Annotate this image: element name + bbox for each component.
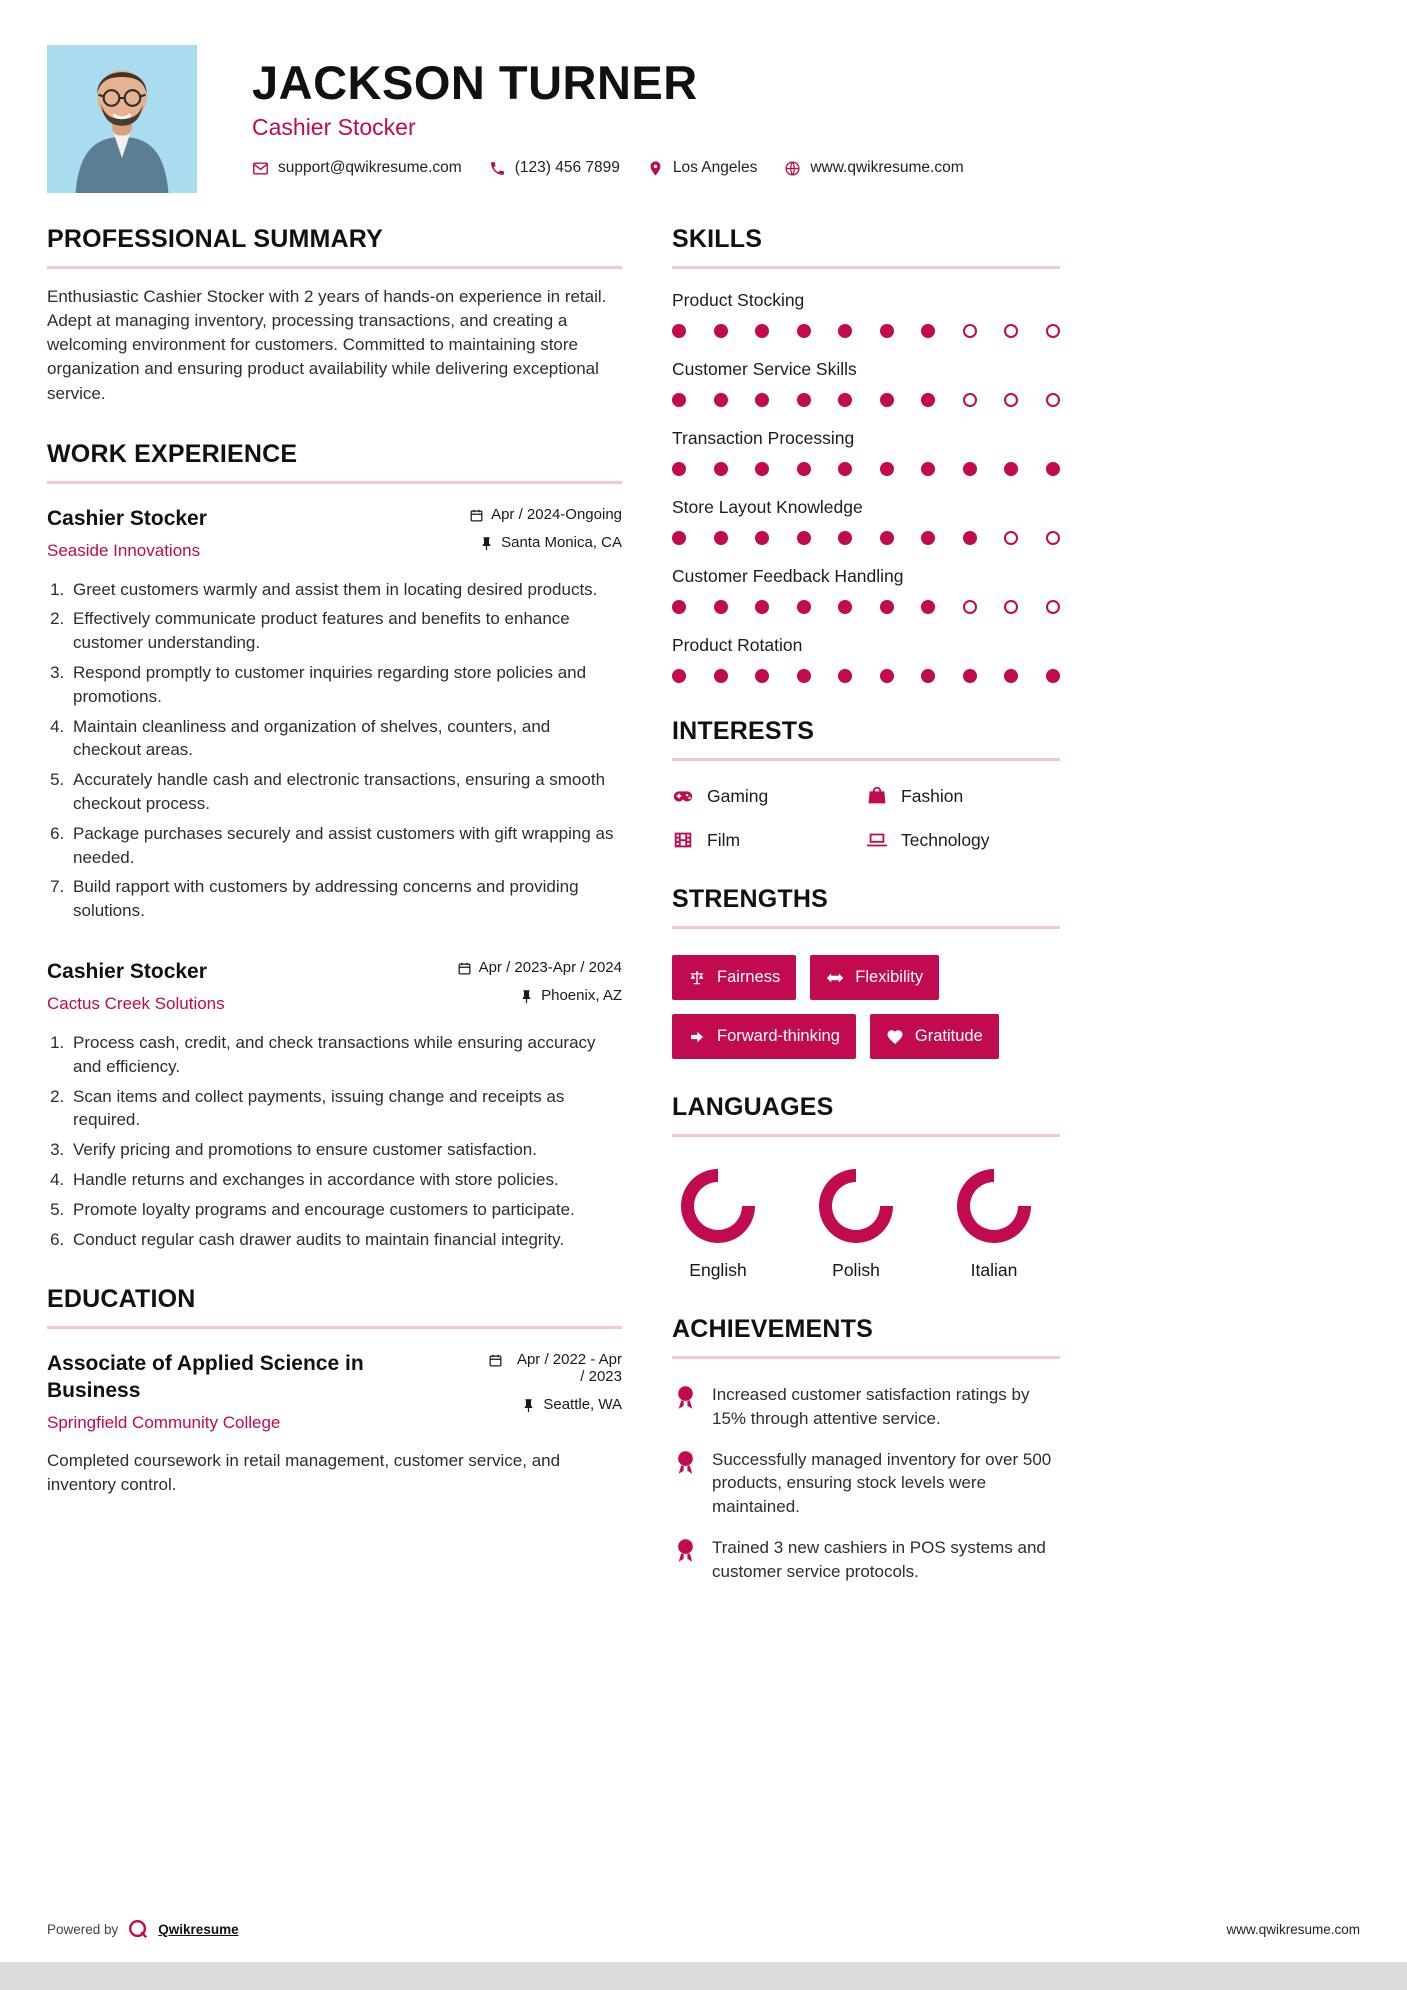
- skill-dot-filled: [1046, 462, 1060, 476]
- achievement-item: [672, 1383, 1060, 1431]
- skill-dot-filled: [755, 600, 769, 614]
- language-level-donut: [957, 1169, 1031, 1243]
- skill-dot-filled: [755, 393, 769, 407]
- pushpin-icon: [521, 1398, 536, 1413]
- achievement-text: Trained 3 new cashiers in POS systems and customer service protocols.: [712, 1537, 1046, 1581]
- education-dates: [488, 1351, 622, 1385]
- skill-dot-filled: [797, 324, 811, 338]
- skill-item: [672, 566, 1060, 614]
- languages-heading: LANGUAGES: [672, 1093, 1060, 1137]
- skill-dot-filled: [755, 324, 769, 338]
- skill-dot-filled: [880, 531, 894, 545]
- skill-dot-filled: [838, 393, 852, 407]
- skill-dot-filled: [838, 669, 852, 683]
- skill-item: [672, 428, 1060, 476]
- skill-dot-filled: [880, 324, 894, 338]
- skills-heading: SKILLS: [672, 225, 1060, 269]
- interest-item: [672, 829, 866, 851]
- job-bullet: 5. Accurately handle cash and electronic transactions, ensuring a smooth checkout process.: [69, 768, 622, 816]
- scales-icon: [688, 969, 706, 987]
- job-title: Cashier Stocker: [47, 506, 207, 530]
- education-school: Springfield Community College: [47, 1412, 281, 1432]
- job-dates-text: Apr / 2024-Ongoing: [491, 505, 622, 523]
- skill-name: Product Stocking: [672, 290, 805, 310]
- skill-dot-empty: [1004, 600, 1018, 614]
- contact-email[interactable]: [252, 159, 462, 177]
- skill-dot-filled: [1046, 669, 1060, 683]
- job-bullet: 7. Build rapport with customers by addressing concerns and providing solutions.: [69, 875, 622, 923]
- skill-rating-dots: [672, 531, 1060, 545]
- education-heading: EDUCATION: [47, 1285, 622, 1329]
- footer: [47, 1918, 1360, 1940]
- skill-dot-filled: [838, 324, 852, 338]
- strength-label: Gratitude: [914, 1027, 983, 1045]
- summary-section: [47, 225, 622, 406]
- job-bullet: 6. Package purchases securely and assist customers with gift wrapping as needed.: [69, 822, 622, 870]
- strength-label: Flexibility: [855, 968, 924, 986]
- right-arrow-icon: [688, 1028, 706, 1046]
- contact-phone: [489, 159, 620, 177]
- job-bullet: 4. Maintain cleanliness and organization of shelves, counters, and checkout areas.: [69, 715, 622, 763]
- medal-icon: [672, 1449, 699, 1476]
- footer-branding: [47, 1918, 239, 1940]
- strength-badge: [870, 1014, 999, 1059]
- education-dates-text: Apr / 2022 - Apr / 2023: [516, 1351, 622, 1386]
- skill-name: Product Rotation: [672, 635, 803, 655]
- work-experience-section: [47, 440, 622, 1252]
- skill-name: Customer Service Skills: [672, 359, 857, 379]
- skill-dot-filled: [797, 600, 811, 614]
- language-name: English: [689, 1260, 747, 1280]
- achievement-item: [672, 1448, 1060, 1519]
- skill-rating-dots: [672, 324, 1060, 338]
- achievement-item: [672, 1536, 1060, 1584]
- language-level-donut: [681, 1169, 755, 1243]
- powered-by-label: Powered by: [47, 1921, 119, 1937]
- skill-dot-filled: [963, 462, 977, 476]
- job-location-text: Phoenix, AZ: [541, 986, 622, 1004]
- skill-item: [672, 359, 1060, 407]
- achievements-list: [672, 1383, 1060, 1584]
- skill-dot-filled: [714, 531, 728, 545]
- skill-dot-filled: [797, 393, 811, 407]
- contact-phone-text: (123) 456 7899: [514, 159, 620, 176]
- laptop-icon: [866, 829, 888, 851]
- skill-dot-filled: [672, 600, 686, 614]
- left-right-arrow-icon: [826, 969, 844, 987]
- strengths-heading: STRENGTHS: [672, 885, 1060, 929]
- job-dates-text: Apr / 2023-Apr / 2024: [478, 958, 622, 976]
- skill-dot-filled: [714, 669, 728, 683]
- pushpin-icon: [519, 989, 534, 1004]
- job-company: Seaside Innovations: [47, 540, 201, 560]
- location-pin-icon: [647, 160, 664, 177]
- job-bullet: 6. Conduct regular cash drawer audits to maintain financial integrity.: [69, 1228, 622, 1252]
- profile-photo: [47, 45, 197, 193]
- skill-rating-dots: [672, 462, 1060, 476]
- interest-label: Gaming: [707, 785, 769, 806]
- skill-item: [672, 635, 1060, 683]
- achievements-heading: ACHIEVEMENTS: [672, 1315, 1060, 1359]
- strength-label: Forward-thinking: [717, 1027, 840, 1045]
- skill-dot-filled: [880, 462, 894, 476]
- skill-dot-empty: [1046, 531, 1060, 545]
- contact-website[interactable]: [784, 159, 963, 177]
- contact-row: [252, 159, 964, 177]
- achievement-text: Increased customer satisfaction ratings by 15% through attentive service.: [712, 1385, 1030, 1428]
- job-location-text: Santa Monica, CA: [501, 533, 622, 551]
- education-section: [47, 1285, 622, 1497]
- columns: [47, 225, 1360, 1618]
- skill-dot-filled: [921, 393, 935, 407]
- skill-dot-filled: [797, 462, 811, 476]
- candidate-name: JACKSON TURNER: [252, 56, 698, 109]
- job-entry: [47, 506, 622, 923]
- strength-badge: [672, 955, 796, 1000]
- contact-email-text: support@qwikresume.com: [278, 159, 462, 176]
- left-column: [47, 225, 622, 1618]
- job-bullets: [47, 578, 622, 923]
- skill-dot-filled: [838, 600, 852, 614]
- contact-location: [647, 159, 757, 177]
- skill-dot-empty: [1004, 393, 1018, 407]
- qwikresume-link[interactable]: Qwikresume: [158, 1921, 239, 1937]
- strength-badge: [672, 1014, 856, 1059]
- skill-rating-dots: [672, 669, 1060, 683]
- skill-dot-filled: [714, 600, 728, 614]
- skill-dot-filled: [963, 531, 977, 545]
- candidate-title: Cashier Stocker: [252, 114, 416, 140]
- skill-dot-filled: [1004, 462, 1018, 476]
- skill-dot-filled: [921, 324, 935, 338]
- language-item: [672, 1169, 764, 1281]
- skill-rating-dots: [672, 600, 1060, 614]
- film-icon: [672, 829, 694, 851]
- job-location: [457, 987, 622, 1004]
- job-dates: [469, 506, 622, 523]
- skill-dot-filled: [1004, 669, 1018, 683]
- interests-grid: [672, 785, 1060, 851]
- language-item: [810, 1169, 902, 1281]
- strengths-section: [672, 885, 1060, 1059]
- work-experience-heading: WORK EXPERIENCE: [47, 440, 622, 484]
- skill-dot-filled: [672, 462, 686, 476]
- language-item: [948, 1169, 1040, 1281]
- skill-dot-empty: [1004, 324, 1018, 338]
- skill-dot-filled: [672, 324, 686, 338]
- education-description: Completed coursework in retail management, customer service, and inventory control.: [47, 1450, 561, 1494]
- email-icon: [252, 160, 269, 177]
- skill-dot-filled: [838, 462, 852, 476]
- heart-icon: [886, 1028, 904, 1046]
- contact-website-text: www.qwikresume.com: [810, 159, 964, 176]
- skill-dot-filled: [755, 462, 769, 476]
- job-bullets: [47, 1031, 622, 1251]
- profile-photo-illustration: [47, 45, 197, 193]
- skill-dot-filled: [797, 531, 811, 545]
- job-header: [47, 959, 622, 1015]
- skill-dot-filled: [838, 531, 852, 545]
- job-bullet: 4. Handle returns and exchanges in accordance with store policies.: [69, 1168, 622, 1192]
- job-bullet: 3. Respond promptly to customer inquiries regarding store policies and promotions.: [69, 661, 622, 709]
- medal-icon: [672, 1537, 699, 1564]
- skill-dot-filled: [755, 531, 769, 545]
- right-column: [672, 225, 1060, 1618]
- strengths-list: [672, 955, 1060, 1059]
- interest-label: Film: [707, 829, 741, 850]
- interest-item: [866, 785, 1060, 807]
- calendar-icon: [469, 508, 484, 523]
- skill-dot-empty: [1046, 600, 1060, 614]
- interests-section: [672, 717, 1060, 851]
- skill-dot-filled: [672, 669, 686, 683]
- job-title: Cashier Stocker: [47, 959, 207, 983]
- skill-dot-empty: [1004, 531, 1018, 545]
- skill-dot-empty: [963, 324, 977, 338]
- skill-dot-filled: [755, 669, 769, 683]
- skill-dot-filled: [797, 669, 811, 683]
- skill-dot-filled: [921, 669, 935, 683]
- interest-item: [672, 785, 866, 807]
- job-location: [469, 534, 622, 551]
- achievement-text: Successfully managed inventory for over 500 products, ensuring stock levels were maintained.: [712, 1449, 1052, 1517]
- skill-item: [672, 497, 1060, 545]
- skill-dot-filled: [921, 600, 935, 614]
- skill-name: Transaction Processing: [672, 428, 855, 448]
- language-name: Polish: [832, 1260, 880, 1280]
- medal-icon: [672, 1384, 699, 1411]
- skill-dot-filled: [714, 462, 728, 476]
- skill-dot-filled: [880, 600, 894, 614]
- skill-name: Customer Feedback Handling: [672, 566, 904, 586]
- contact-location-text: Los Angeles: [672, 159, 758, 176]
- calendar-icon: [457, 961, 472, 976]
- skill-item: [672, 290, 1060, 338]
- job-dates: [457, 959, 622, 976]
- job-bullet: 2. Effectively communicate product features and benefits to enhance customer understanding.: [69, 607, 622, 655]
- summary-text: Enthusiastic Cashier Stocker with 2 years of hands-on experience in retail. Adept at managing inventory, processing transactions, and creating a welcoming environment for customers. Committed to maintaining store organization and ensuring product availability while delivering exceptional service.: [47, 287, 607, 403]
- phone-icon: [489, 160, 506, 177]
- header-text: [252, 45, 964, 177]
- languages-list: [672, 1169, 1060, 1281]
- job-bullet: 3. Verify pricing and promotions to ensure customer satisfaction.: [69, 1138, 622, 1162]
- interest-label: Technology: [901, 829, 990, 850]
- interest-label: Fashion: [901, 785, 964, 806]
- skill-dot-filled: [880, 669, 894, 683]
- strength-badge: [810, 955, 939, 1000]
- languages-section: [672, 1093, 1060, 1281]
- qwikresume-logo-icon: [127, 1918, 149, 1940]
- job-company: Cactus Creek Solutions: [47, 994, 225, 1014]
- job-bullet: 5. Promote loyalty programs and encourage customers to participate.: [69, 1198, 622, 1222]
- skill-dot-filled: [921, 462, 935, 476]
- interest-item: [866, 829, 1060, 851]
- skill-dot-filled: [880, 393, 894, 407]
- skill-dot-empty: [963, 393, 977, 407]
- summary-heading: PROFESSIONAL SUMMARY: [47, 225, 622, 269]
- skill-dot-filled: [714, 393, 728, 407]
- skill-dot-filled: [672, 393, 686, 407]
- skill-dot-filled: [714, 324, 728, 338]
- gamepad-icon: [672, 785, 694, 807]
- globe-icon: [784, 160, 801, 177]
- education-entry: [47, 1351, 622, 1433]
- education-location-text: Seattle, WA: [543, 1396, 622, 1414]
- education-location: [488, 1396, 622, 1413]
- strength-label: Fairness: [717, 968, 781, 986]
- language-name: Italian: [970, 1260, 1018, 1280]
- handbag-icon: [866, 785, 888, 807]
- skill-dot-filled: [672, 531, 686, 545]
- skill-dot-empty: [963, 600, 977, 614]
- pushpin-icon: [479, 536, 494, 551]
- language-level-donut: [819, 1169, 893, 1243]
- skill-rating-dots: [672, 393, 1060, 407]
- job-bullet: 1. Process cash, credit, and check transactions while ensuring accuracy and efficiency.: [69, 1031, 622, 1079]
- skill-dot-empty: [1046, 324, 1060, 338]
- job-entry: [47, 959, 622, 1251]
- achievements-section: [672, 1315, 1060, 1584]
- education-degree: Associate of Applied Science in Business: [47, 1352, 364, 1402]
- footer-website-link[interactable]: www.qwikresume.com: [1226, 1921, 1360, 1937]
- calendar-icon: [488, 1353, 503, 1368]
- skill-dot-filled: [963, 669, 977, 683]
- job-bullet: 2. Scan items and collect payments, issuing change and receipts as required.: [69, 1085, 622, 1133]
- skills-section: [672, 225, 1060, 683]
- interests-heading: INTERESTS: [672, 717, 1060, 761]
- skill-dot-filled: [921, 531, 935, 545]
- job-bullet: 1. Greet customers warmly and assist them in locating desired products.: [69, 578, 622, 602]
- skill-name: Store Layout Knowledge: [672, 497, 863, 517]
- header: [47, 45, 1360, 193]
- job-header: [47, 506, 622, 562]
- skill-dot-empty: [1046, 393, 1060, 407]
